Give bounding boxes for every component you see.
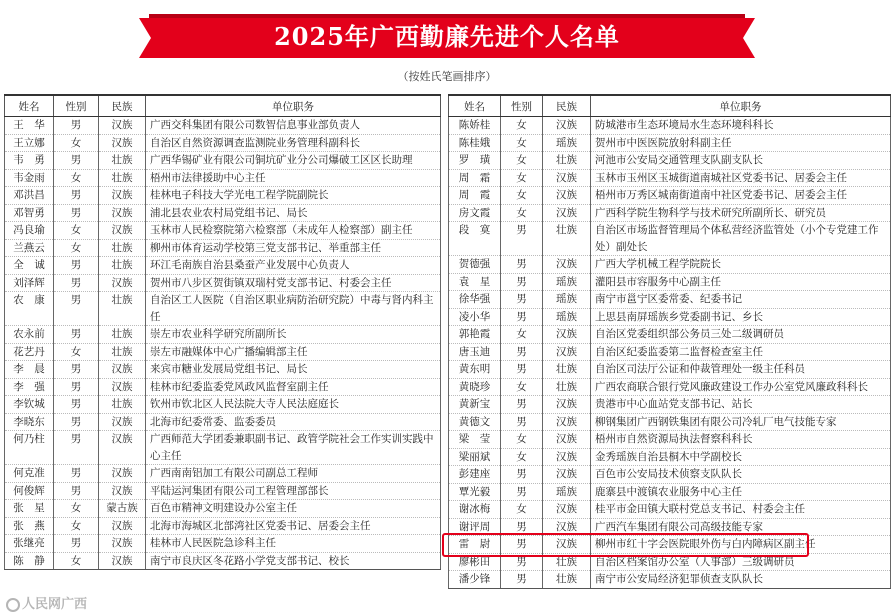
cell-position: 北海市纪委常委、监委委员 [146, 413, 441, 431]
cell-gender: 女 [501, 431, 543, 449]
cell-gender: 女 [501, 117, 543, 135]
cell-gender: 女 [54, 239, 99, 257]
cell-position: 广西交科集团有限公司数智信息事业部负责人 [146, 117, 441, 135]
table-row [5, 292, 441, 326]
cell-name: 邓智勇 [5, 204, 54, 222]
cell-name: 郭艳霞 [449, 326, 501, 344]
cell-position: 百色市精神文明建设办公室主任 [146, 500, 441, 518]
cell-ethnicity: 汉族 [99, 517, 146, 535]
cell-gender: 男 [54, 431, 99, 465]
cell-position: 崇左市融媒体中心广播编辑部主任 [146, 343, 441, 361]
cell-name: 何克准 [5, 465, 54, 483]
cell-gender: 女 [54, 552, 99, 570]
cell-gender: 男 [501, 222, 543, 256]
cell-ethnicity: 壮族 [543, 222, 591, 256]
cell-gender: 男 [54, 204, 99, 222]
cell-position: 平陆运河集团有限公司工程管理部部长 [146, 482, 441, 500]
table-row [449, 256, 891, 274]
cell-ethnicity: 瑶族 [543, 291, 591, 309]
watermark-text: 人民网广西 [22, 597, 88, 612]
table-row [5, 152, 441, 170]
cell-ethnicity: 壮族 [543, 553, 591, 571]
table-row [5, 482, 441, 500]
cell-gender: 男 [54, 378, 99, 396]
table-row [5, 187, 441, 205]
cell-ethnicity: 汉族 [99, 431, 146, 465]
cell-gender: 男 [501, 553, 543, 571]
table-row [449, 483, 891, 501]
cell-name: 雷 尉 [449, 536, 501, 554]
cell-position: 玉林市人民检察院第六检察部（未成年人检察部）副主任 [146, 222, 441, 240]
cell-position: 广西华锡矿业有限公司铜坑矿业分公司爆破工区区长助理 [146, 152, 441, 170]
cell-gender: 男 [501, 518, 543, 536]
cell-name: 周 霞 [449, 187, 501, 205]
cell-gender: 男 [54, 535, 99, 553]
cell-name: 张继亮 [5, 535, 54, 553]
cell-position: 广西汽车集团有限公司高级技能专家 [591, 518, 891, 536]
cell-position: 北海市海城区北部湾社区党委书记、居委会主任 [146, 517, 441, 535]
cell-position: 桂平市金田镇大联村党总支书记、村委会主任 [591, 501, 891, 519]
cell-name: 何俊辉 [5, 482, 54, 500]
table-row [449, 448, 891, 466]
cell-ethnicity: 汉族 [543, 501, 591, 519]
cell-position: 广西南南铝加工有限公司副总工程师 [146, 465, 441, 483]
header-position: 单位职务 [591, 95, 891, 117]
cell-gender: 男 [501, 536, 543, 554]
cell-name: 陈桂娥 [449, 134, 501, 152]
cell-ethnicity: 汉族 [99, 204, 146, 222]
cell-gender: 男 [54, 361, 99, 379]
cell-gender: 男 [54, 187, 99, 205]
cell-gender: 男 [501, 256, 543, 274]
cell-ethnicity: 瑶族 [543, 273, 591, 291]
cell-gender: 男 [501, 571, 543, 589]
cell-ethnicity: 汉族 [99, 552, 146, 570]
table-row [449, 396, 891, 414]
cell-gender: 男 [501, 291, 543, 309]
cell-name: 农永前 [5, 326, 54, 344]
table-row [449, 343, 891, 361]
cell-name: 李晓东 [5, 413, 54, 431]
cell-position: 河池市公安局交通管理支队副支队长 [591, 152, 891, 170]
table-row [5, 465, 441, 483]
cell-name: 何乃柱 [5, 431, 54, 465]
cell-position: 崇左市农业科学研究所副所长 [146, 326, 441, 344]
cell-gender: 男 [501, 361, 543, 379]
cell-ethnicity: 汉族 [99, 187, 146, 205]
cell-position: 环江毛南族自治县桑蚕产业发展中心负责人 [146, 257, 441, 275]
cell-gender: 男 [501, 413, 543, 431]
cell-gender: 女 [501, 152, 543, 170]
cell-name: 贺德强 [449, 256, 501, 274]
cell-name: 刘泽辉 [5, 274, 54, 292]
cell-name: 房文霞 [449, 204, 501, 222]
cell-name: 全 诚 [5, 257, 54, 275]
header-position: 单位职务 [146, 95, 441, 117]
cell-ethnicity: 壮族 [543, 152, 591, 170]
cell-name: 谢冰梅 [449, 501, 501, 519]
cell-ethnicity: 壮族 [543, 571, 591, 589]
cell-ethnicity: 壮族 [99, 169, 146, 187]
honoree-table-left [4, 94, 441, 570]
table-row [5, 222, 441, 240]
cell-position: 灌阳县市容服务中心副主任 [591, 273, 891, 291]
cell-ethnicity: 汉族 [99, 482, 146, 500]
cell-position: 广西师范大学团委兼职副书记、政管学院社会工作实训实践中心主任 [146, 431, 441, 465]
cell-ethnicity: 汉族 [543, 413, 591, 431]
highlight-box [442, 533, 809, 557]
cell-name: 潘少锋 [449, 571, 501, 589]
table-header-row [5, 95, 441, 117]
cell-position: 自治区市场监督管理局个体私营经济监管处（小个专党建工作处）副处长 [591, 222, 891, 256]
table-row [449, 413, 891, 431]
table-row [449, 204, 891, 222]
table-row [449, 117, 891, 135]
sort-note: （按姓氏笔画排序） [397, 70, 497, 83]
cell-position: 鹿寨县中渡镇农业服务中心主任 [591, 483, 891, 501]
table-row [5, 396, 441, 414]
table-row [5, 117, 441, 135]
cell-ethnicity: 汉族 [543, 204, 591, 222]
cell-name: 韦 勇 [5, 152, 54, 170]
cell-name: 徐华强 [449, 291, 501, 309]
cell-ethnicity: 蒙古族 [99, 500, 146, 518]
table-row [5, 413, 441, 431]
cell-ethnicity: 壮族 [543, 378, 591, 396]
header-ethnicity: 民族 [99, 95, 146, 117]
cell-gender: 女 [501, 378, 543, 396]
table-header-row [449, 95, 891, 117]
cell-position: 柳州市体育运动学校第三党支部书记、举重部主任 [146, 239, 441, 257]
cell-gender: 男 [54, 396, 99, 414]
cell-ethnicity: 壮族 [543, 361, 591, 379]
cell-gender: 男 [54, 465, 99, 483]
table-row [5, 535, 441, 553]
cell-ethnicity: 壮族 [99, 343, 146, 361]
cell-position: 广西农商联合银行党风廉政建设工作办公室党风廉政科科长 [591, 378, 891, 396]
table-row [449, 291, 891, 309]
table-row [449, 326, 891, 344]
cell-gender: 男 [501, 396, 543, 414]
table-row [5, 378, 441, 396]
watermark [6, 593, 87, 612]
cell-position: 贵港市中心血站党支部书记、站长 [591, 396, 891, 414]
cell-ethnicity: 汉族 [543, 396, 591, 414]
cell-name: 廖彬田 [449, 553, 501, 571]
cell-name: 冯良瑜 [5, 222, 54, 240]
cell-gender: 男 [501, 308, 543, 326]
cell-ethnicity: 瑶族 [543, 308, 591, 326]
cell-name: 梁 莹 [449, 431, 501, 449]
cell-name: 花艺丹 [5, 343, 54, 361]
cell-name: 罗 璜 [449, 152, 501, 170]
cell-gender: 男 [54, 257, 99, 275]
cell-ethnicity: 汉族 [543, 466, 591, 484]
table-row [449, 308, 891, 326]
cell-position: 南宁市邕宁区委常委、纪委书记 [591, 291, 891, 309]
cell-name: 黄德文 [449, 413, 501, 431]
cell-gender: 女 [501, 187, 543, 205]
cell-ethnicity: 汉族 [99, 274, 146, 292]
table-row [5, 274, 441, 292]
cell-name: 段 寞 [449, 222, 501, 256]
cell-name: 李 强 [5, 378, 54, 396]
table-row [5, 204, 441, 222]
cell-ethnicity: 瑶族 [543, 134, 591, 152]
cell-gender: 女 [54, 134, 99, 152]
table-row [449, 466, 891, 484]
cell-name: 王立娜 [5, 134, 54, 152]
cell-ethnicity: 汉族 [543, 169, 591, 187]
cell-position: 自治区自然资源调查监测院业务管理科副科长 [146, 134, 441, 152]
cell-gender: 男 [54, 326, 99, 344]
cell-gender: 男 [54, 274, 99, 292]
cell-position: 钦州市钦北区人民法院大寺人民法庭庭长 [146, 396, 441, 414]
cell-gender: 女 [54, 500, 99, 518]
cell-position: 玉林市玉州区玉城街道南城社区党委书记、居委会主任 [591, 169, 891, 187]
cell-position: 自治区档案馆办公室（人事部）三级调研员 [591, 553, 891, 571]
cell-position: 柳钢集团广西钢铁集团有限公司冷轧厂电气技能专家 [591, 413, 891, 431]
cell-ethnicity: 汉族 [543, 518, 591, 536]
cell-name: 覃光毅 [449, 483, 501, 501]
table-row [5, 552, 441, 570]
cell-position: 桂林市纪委监委党风政风监督室副主任 [146, 378, 441, 396]
table-row [449, 187, 891, 205]
cell-position: 自治区司法厅公证和仲裁管理处一级主任科员 [591, 361, 891, 379]
table-row [449, 571, 891, 589]
cell-ethnicity: 汉族 [543, 187, 591, 205]
cell-name: 黄新宝 [449, 396, 501, 414]
cell-ethnicity: 汉族 [99, 413, 146, 431]
cell-position: 梧州市自然资源局执法督察科科长 [591, 431, 891, 449]
cell-position: 广西大学机械工程学院院长 [591, 256, 891, 274]
table-row [5, 500, 441, 518]
cell-position: 自治区党委组织部公务员三处二级调研员 [591, 326, 891, 344]
table-row [449, 152, 891, 170]
cell-ethnicity: 壮族 [99, 292, 146, 326]
cell-gender: 男 [501, 483, 543, 501]
cell-ethnicity: 汉族 [99, 222, 146, 240]
cell-position: 浦北县农业农村局党组书记、局长 [146, 204, 441, 222]
cell-name: 周 霜 [449, 169, 501, 187]
cell-ethnicity: 汉族 [99, 134, 146, 152]
cell-gender: 男 [54, 152, 99, 170]
table-row [5, 517, 441, 535]
cell-name: 李 晨 [5, 361, 54, 379]
cell-name: 唐玉迪 [449, 343, 501, 361]
table-row [5, 431, 441, 465]
cell-position: 自治区工人医院（自治区职业病防治研究院）中毒与肾内科主任 [146, 292, 441, 326]
cell-ethnicity: 汉族 [99, 465, 146, 483]
cell-ethnicity: 汉族 [543, 117, 591, 135]
cell-ethnicity: 汉族 [543, 326, 591, 344]
cell-name: 陈 静 [5, 552, 54, 570]
table-row [449, 273, 891, 291]
cell-name: 梁丽斌 [449, 448, 501, 466]
honoree-table-right [448, 94, 891, 589]
cell-gender: 男 [54, 117, 99, 135]
cell-gender: 男 [501, 466, 543, 484]
cell-ethnicity: 汉族 [543, 431, 591, 449]
cell-gender: 女 [54, 169, 99, 187]
cell-name: 李钦城 [5, 396, 54, 414]
cell-gender: 男 [54, 482, 99, 500]
table-row [5, 134, 441, 152]
cell-gender: 女 [54, 222, 99, 240]
table-row [5, 361, 441, 379]
cell-position: 上思县南屏瑶族乡党委副书记、乡长 [591, 308, 891, 326]
cell-position: 广西科学院生物科学与技术研究所副所长、研究员 [591, 204, 891, 222]
cell-name: 邓洪昌 [5, 187, 54, 205]
cell-name: 兰燕云 [5, 239, 54, 257]
table-row [449, 134, 891, 152]
header-name: 姓名 [449, 95, 501, 117]
cell-ethnicity: 汉族 [99, 117, 146, 135]
cell-ethnicity: 汉族 [99, 535, 146, 553]
title-banner [139, 14, 755, 62]
cell-gender: 女 [501, 501, 543, 519]
cell-ethnicity: 瑶族 [543, 483, 591, 501]
cell-name: 彭建座 [449, 466, 501, 484]
cell-position: 梧州市万秀区城南街道南中社区党委书记、居委会主任 [591, 187, 891, 205]
cell-gender: 女 [54, 343, 99, 361]
table-row [5, 239, 441, 257]
cell-gender: 女 [501, 204, 543, 222]
cell-name: 陈娇桂 [449, 117, 501, 135]
cell-position: 南宁市良庆区冬花路小学党支部书记、校长 [146, 552, 441, 570]
cell-position: 南宁市公安局经济犯罪侦查支队队长 [591, 571, 891, 589]
cell-position: 梧州市法律援助中心主任 [146, 169, 441, 187]
cell-name: 张 星 [5, 500, 54, 518]
table-row [5, 326, 441, 344]
cell-position: 金秀瑶族自治县桐木中学副校长 [591, 448, 891, 466]
cell-position: 来宾市糖业发展局党组书记、局长 [146, 361, 441, 379]
header-ethnicity: 民族 [543, 95, 591, 117]
cell-ethnicity: 汉族 [543, 256, 591, 274]
cell-name: 农 康 [5, 292, 54, 326]
cell-position: 桂林市人民医院急诊科主任 [146, 535, 441, 553]
cell-ethnicity: 壮族 [99, 239, 146, 257]
cell-gender: 女 [501, 326, 543, 344]
cell-ethnicity: 汉族 [543, 343, 591, 361]
cell-name: 韦金雨 [5, 169, 54, 187]
cell-ethnicity: 汉族 [99, 361, 146, 379]
cell-gender: 女 [54, 517, 99, 535]
cell-position: 自治区纪委监委第二监督检查室主任 [591, 343, 891, 361]
cell-name: 王 华 [5, 117, 54, 135]
cell-name: 袁 星 [449, 273, 501, 291]
table-row [449, 378, 891, 396]
cell-name: 黄东明 [449, 361, 501, 379]
table-row [449, 501, 891, 519]
table-row [449, 431, 891, 449]
watermark-logo-icon [6, 598, 20, 612]
cell-ethnicity: 汉族 [543, 448, 591, 466]
table-row [449, 361, 891, 379]
cell-name: 黄晓珍 [449, 378, 501, 396]
cell-gender: 女 [501, 134, 543, 152]
header-gender: 性别 [54, 95, 99, 117]
cell-position: 防城港市生态环境局水生态环境科科长 [591, 117, 891, 135]
cell-gender: 男 [501, 343, 543, 361]
cell-gender: 女 [501, 169, 543, 187]
header-gender: 性别 [501, 95, 543, 117]
cell-position: 百色市公安局技术侦察支队队长 [591, 466, 891, 484]
cell-ethnicity: 壮族 [99, 326, 146, 344]
cell-gender: 男 [54, 292, 99, 326]
cell-ethnicity: 壮族 [99, 257, 146, 275]
cell-ethnicity: 汉族 [99, 378, 146, 396]
cell-position: 柳州市红十字会医院眼外伤与白内障病区副主任 [591, 536, 891, 554]
cell-ethnicity: 壮族 [99, 152, 146, 170]
cell-position: 贺州市中医医院放射科副主任 [591, 134, 891, 152]
table-row [449, 169, 891, 187]
page-title: 2025年广西勤廉先进个人名单 [274, 22, 620, 51]
cell-ethnicity: 汉族 [543, 536, 591, 554]
header-name: 姓名 [5, 95, 54, 117]
table-row [5, 169, 441, 187]
cell-ethnicity: 壮族 [99, 396, 146, 414]
cell-gender: 男 [501, 273, 543, 291]
table-row [449, 222, 891, 256]
cell-position: 贺州市八步区贺街镇双瑞村党支部书记、村委会主任 [146, 274, 441, 292]
cell-name: 谢评周 [449, 518, 501, 536]
table-row [5, 257, 441, 275]
cell-gender: 女 [501, 448, 543, 466]
table-row [5, 343, 441, 361]
cell-position: 桂林电子科技大学光电工程学院副院长 [146, 187, 441, 205]
cell-name: 张 燕 [5, 517, 54, 535]
cell-name: 凌小华 [449, 308, 501, 326]
cell-gender: 男 [54, 413, 99, 431]
